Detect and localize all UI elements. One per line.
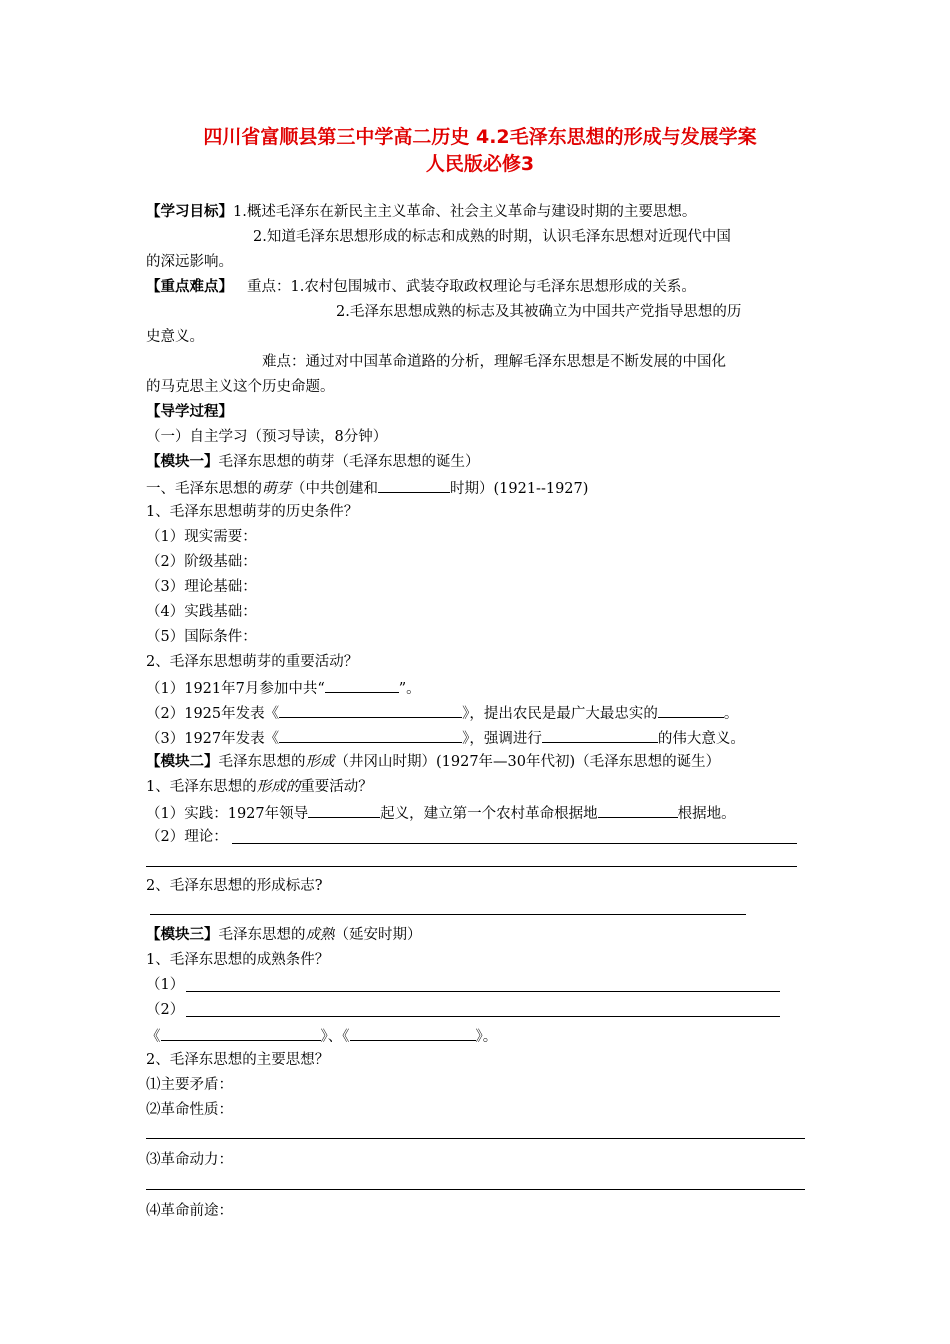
fill-blank[interactable]: [279, 702, 462, 718]
keypoint-2-cont: 史意义。: [146, 329, 204, 345]
module1-title: 毛泽东思想的萌芽（毛泽东思想的诞生）: [218, 454, 480, 470]
maturity-works-text-2: 》、《: [320, 1029, 350, 1045]
objectives-line-1: [146, 202, 696, 222]
fill-blank[interactable]: [378, 477, 450, 493]
answer-line[interactable]: [232, 843, 797, 844]
fill-blank[interactable]: [279, 727, 462, 743]
self-study-heading: （一）自主学习（预习导读，8分钟）: [146, 429, 388, 445]
difficulty: 难点：通过对中国革命道路的分析，理解毛泽东思想是不断发展的中国化: [262, 354, 726, 370]
fill-blank[interactable]: [598, 802, 678, 818]
main-contradiction: ⑴主要矛盾：: [146, 1077, 233, 1093]
maturity-works-text: 《: [146, 1029, 161, 1045]
module1-question-1: 1、毛泽东思想萌芽的历史条件？: [146, 504, 359, 520]
condition-3: （3）理论基础：: [146, 579, 257, 595]
fill-blank[interactable]: [658, 702, 724, 718]
fill-blank[interactable]: [542, 727, 658, 743]
module1-section-text: 一、毛泽东思想的: [146, 481, 262, 497]
module2-label: 【模块二】: [146, 753, 219, 770]
activity-2-text-3: 。: [723, 706, 739, 722]
answer-line[interactable]: [186, 1016, 780, 1017]
module1-section-text-3: 时期）(1921--1927): [450, 481, 589, 497]
theory-line: （2）理论：: [146, 829, 228, 845]
answer-line[interactable]: [146, 1189, 805, 1190]
activity-1-text: （1）1921年7月参加中共“: [146, 681, 325, 697]
module2-title-2: （井冈山时期）(1927年—30年代初)（毛泽东思想的诞生）: [334, 754, 721, 770]
keypoint-1: 重点：1.农村包围城市、武装夺取政权理论与毛泽东思想形成的关系。: [247, 279, 696, 295]
activity-1: [146, 677, 421, 699]
answer-line[interactable]: [146, 866, 797, 867]
module2-question-1-text: 1、毛泽东思想的: [146, 779, 257, 795]
module1-question-2: 2、毛泽东思想萌芽的重要活动？: [146, 654, 359, 670]
revolution-nature: ⑵革命性质：: [146, 1102, 233, 1118]
maturity-works: [146, 1025, 497, 1047]
answer-line[interactable]: [186, 991, 780, 992]
module3-title: 毛泽东思想的: [218, 927, 306, 943]
module1-section-emphasis: 萌芽: [262, 481, 291, 497]
activity-2-text-2: 》，提出农民是最广大最忠实的: [462, 706, 658, 722]
revolution-prospect: ⑷革命前途：: [146, 1203, 233, 1219]
module3-title-emphasis: 成熟: [305, 927, 335, 943]
fill-blank[interactable]: [161, 1025, 321, 1041]
fill-blank[interactable]: [350, 1025, 476, 1041]
module1-section-text-2: （中共创建和: [291, 481, 378, 497]
condition-1: （1）现实需要：: [146, 529, 257, 545]
maturity-condition-2: （2）: [146, 1002, 185, 1018]
practice-line: [146, 802, 736, 824]
objective-1: 1.概述毛泽东在新民主主义革命、社会主义革命与建设时期的主要思想。: [233, 204, 697, 220]
activity-1-text-2: ”。: [398, 681, 421, 697]
practice-text-3: 根据地。: [677, 806, 736, 822]
condition-5: （5）国际条件：: [146, 629, 257, 645]
activity-3-text-3: 的伟大意义。: [657, 731, 745, 747]
activity-3-text-2: 》，强调进行: [462, 731, 542, 747]
condition-4: （4）实践基础：: [146, 604, 257, 620]
module2-question-2: 2、毛泽东思想的形成标志?: [146, 878, 323, 894]
objective-2-cont: 的深远影响。: [146, 254, 233, 270]
objective-2: 2.知道毛泽东思想形成的标志和成熟的时期，认识毛泽东思想对近现代中国: [253, 229, 731, 245]
objectives-label: 【学习目标】: [146, 203, 233, 220]
module2-question-1-text-2: 重要活动？: [300, 779, 373, 795]
activity-3: [146, 727, 745, 749]
module2-heading: [146, 752, 720, 772]
maturity-works-text-3: 》。: [475, 1029, 498, 1045]
fill-blank[interactable]: [308, 802, 380, 818]
maturity-condition-1: （1）: [146, 977, 185, 993]
activity-2-text: （2）1925年发表《: [146, 706, 280, 722]
module2-question-1: [146, 777, 373, 797]
fill-blank[interactable]: [325, 677, 399, 693]
activity-3-text: （3）1927年发表《: [146, 731, 280, 747]
practice-text-2: 起义，建立第一个农村革命根据地: [380, 806, 598, 822]
module2-title: 毛泽东思想的: [218, 754, 306, 770]
module1-label: 【模块一】: [146, 453, 219, 470]
module1-section: [146, 477, 588, 499]
revolution-forces: ⑶革命动力：: [146, 1152, 233, 1168]
module3-title-2: （延安时期）: [334, 927, 422, 943]
module1-heading: [146, 452, 480, 472]
process-label: 【导学过程】: [146, 403, 233, 420]
condition-2: （2）阶级基础：: [146, 554, 257, 570]
activity-2: [146, 702, 738, 724]
difficulty-cont: 的马克思主义这个历史命题。: [146, 379, 335, 395]
module3-label: 【模块三】: [146, 926, 219, 943]
document-title-line-1: 四川省富顺县第三中学高二历史 4.2毛泽东思想的形成与发展学案: [203, 126, 757, 148]
document-title-line-2: 人民版必修3: [425, 153, 535, 175]
module3-question-2: 2、毛泽东思想的主要思想？: [146, 1052, 330, 1068]
keypoint-2: 2.毛泽东思想成熟的标志及其被确立为中国共产党指导思想的历: [336, 304, 742, 320]
answer-line[interactable]: [146, 1138, 805, 1139]
module3-question-1: 1、毛泽东思想的成熟条件？: [146, 952, 330, 968]
module3-heading: [146, 925, 422, 945]
practice-text: （1）实践：1927年领导: [146, 806, 309, 822]
module2-title-emphasis: 形成: [305, 754, 335, 770]
keypoints-line-1: [146, 277, 696, 297]
module2-question-1-emphasis: 形成的: [256, 779, 301, 795]
answer-line[interactable]: [150, 914, 746, 915]
keypoints-label: 【重点难点】: [146, 278, 233, 295]
